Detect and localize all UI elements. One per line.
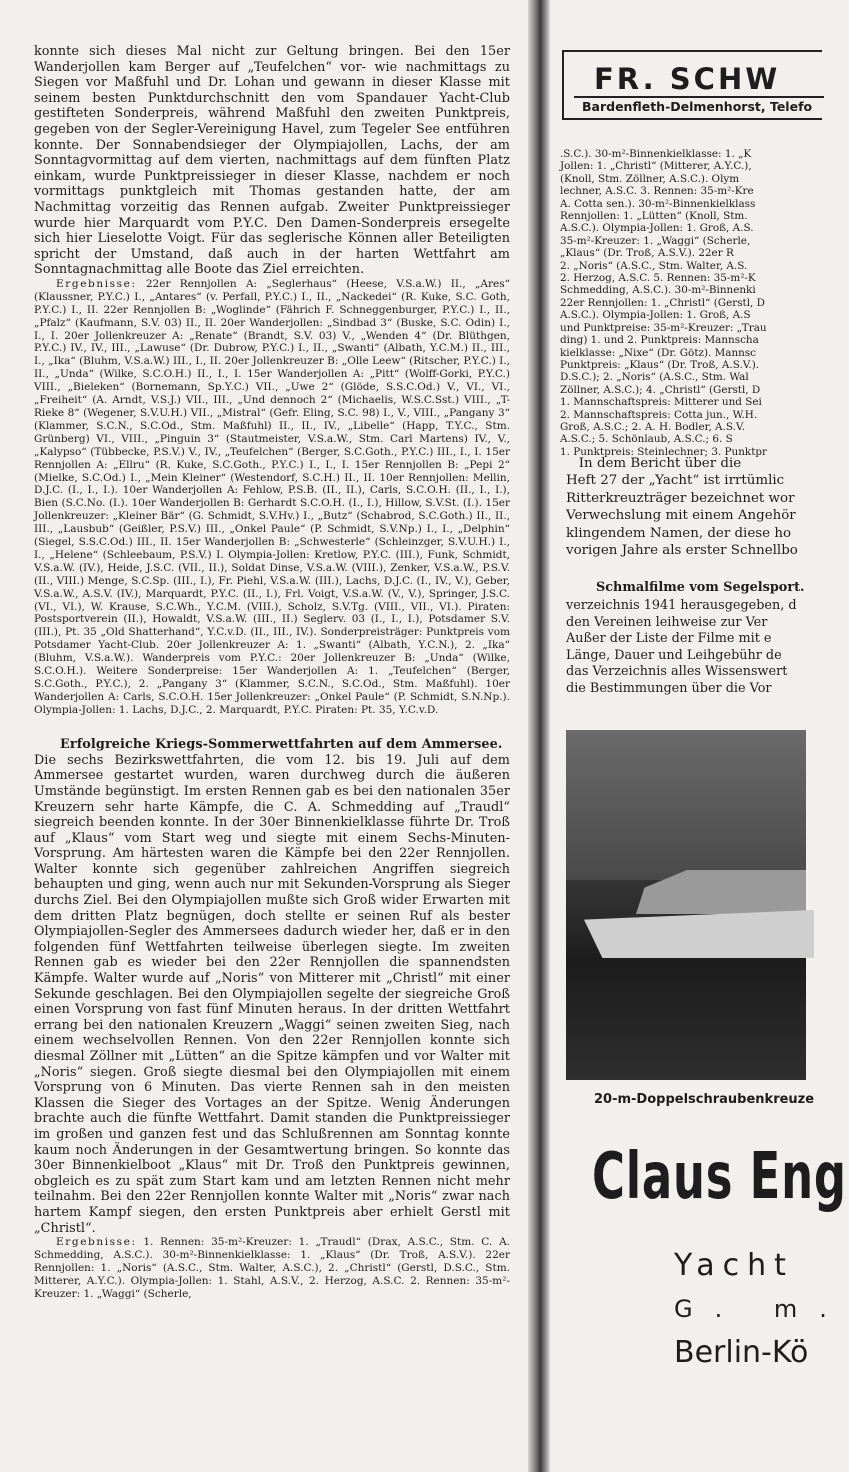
advertisement-box [562,50,822,120]
results-text-2: 1. Rennen: 35-m²-Kreuzer: 1. „Traudl“ (Drax, A.S.C., Stm. C. A. Schmedding, A.S.C.). 30-m²-Binnenkielklasse: 1. „Klaus“ (Dr. Troß, A.S.V.). 22er Rennjollen: 1. „Noris“ (A.S.C., Stm. Walter, A.S.C.), 2. „Christl“ (Gerstl, D.S.C., Stm. Mitterer, A.Y.C.). Olympia-Jollen: 1. Stahl, A.S.V., 2. Herzog, A.S.C. 2. Rennen: 35-m²-Kreuzer: 1. „Waggi“ (Scherle, [34,1236,510,1300]
article-heading-ammersee: Erfolgreiche Kriegs-Sommerwettfahrten auf dem Ammersee. [60,736,503,752]
results-continued: .S.C.). 30-m²-Binnenkielklasse: 1. „K Jollen: 1. „Christl“ (Mitterer, A.Y.C.), (Knoll, Stm. Zöllner, A.S.C.). Olym lechner, A.S.C. 3. Rennen: 35-m²-Kre A. Cotta sen.). 30-m²-Binnenkielklass Rennjollen: 1. „Lütten“ (Knoll, Stm. A.S.C.). Olympia-Jollen: 1. Groß, A.S. 35-m²-Kreuzer: 1. „Waggi“ (Scherle, „Klaus“ (Dr. Troß, A.S.V.). 22er R 2. „Noris“ (A.S.C., Stm. Walter, A.S. 2. Herzog, A.S.C. 5. Rennen: 35-m²-K Schmedding, A.S.C.). 30-m²-Binnenki 22er Rennjollen: 1. „Christl“ (Gerstl, D A.S.C.). Olympia-Jollen: 1. Groß, A.S und Punktpreise: 35-m²-Kreuzer: „Trau ding) 1. und 2. Punktpreis: Mannscha kielklasse: „Nixe“ (Dr. Götz). Mannsc Punktpreis: „Klaus“ (Dr. Troß, A.S.V.). D.S.C.); 2. „Noris“ (A.S.C., Stm. Wal Zöllner, A.S.C.); 4. „Christl“ (Gerstl, D 1. Mannschaftspreis: Mitterer und Sei 2. Mannschaftspreis: Cotta jun., W.H. Groß, A.S.C.; 2. A. H. Bodler, A.S.V. A.S.C.; 5. Schönlaub, A.S.C.; 6. S 1. Punktpreis: Steinlechner; 3. Punktpr [560,148,768,458]
results-label-1: Ergebnisse: [56,277,137,290]
ad-subtitle: Bardenfleth-Delmenhorst, Telefo [582,99,813,114]
ad-yacht-word: Yacht [674,1248,794,1283]
ad-city: Berlin-Kö [674,1335,809,1370]
results-label-2: Ergebnisse: [56,1236,137,1249]
boat-photo [566,730,806,1080]
results-block-2 [34,1236,510,1301]
ad-divider [574,96,824,98]
schmalfilme-heading: Schmalfilme vom Segelsport. [596,580,805,595]
article-paragraph-2: Die sechs Bezirkswettfahrten, die vom 12. bis 19. Juli auf dem Ammersee gestartet wurden, waren durchweg durch die äußeren Umstände begünstigt. Im ersten Rennen gab es bei den nationalen 35er Kreuzern sehr harte Kämpfe, die C. A. Schmedding auf „Traudl“ siegreich beenden konnte. In der 30er Binnenkielklasse führte Dr. Troß auf „Klaus“ vom Start weg und siegte mit einem Sechs-Minuten-Vorsprung. Am härtesten waren die Kämpfe bei den 22er Rennjollen. Walter konnte sich gegenüber zahlreichen Angriffen siegreich behaupten und ging, wenn auch nur mit Sekunden-Vorsprung als Sieger durchs Ziel. Bei den Olympiajollen mußte sich Groß wider Erwarten mit dem dritten Platz begnügen, doch stellte er seinen Ruf als bester Olympiajollen-Segler des Ammersees dadurch wieder her, daß er in den folgenden fünf Wettfahrten teilweise überlegen siegte. Im zweiten Rennen gab es wieder bei den 22er Rennjollen die spannendsten Kämpfe. Walter wurde auf „Noris“ von Mitterer mit „Christl“ mit einer Sekunde geschlagen. Bei den Olympiajollen segelte der siegreiche Groß einen Vorsprung von fast fünf Minuten heraus. In der dritten Wettfahrt errang bei den nationalen Kreuzern „Waggi“ seinen zweiten Sieg, nach einem wechselvollen Rennen. Von den 22er Rennjollen konnte sich diesmal Zöllner mit „Lütten“ an die Spitze kämpfen und vor Walter mit „Noris“ siegen. Groß siegte diesmal bei den Olympiajollen mit einem Vorsprung von 6 Minuten. Das vierte Rennen sah in den meisten Klassen die Sieger des Vortages an der Spitze. Wenig Änderungen brachte auch die fünfte Wettfahrt. Damit standen die Punktpreissieger im großen und ganzen fest und das Schlußrennen am Sonntag konnte kaum noch Änderungen in der Gesamtwertung bringen. So konnte das 30er Binnenkielboot „Klaus“ mit Dr. Troß den Punktpreis gewinnen, obgleich es zu spät zum Start kam und am letzten Rennen nicht mehr teilnahm. Bei den 22er Rennjollen konnte Walter mit „Noris“ zwar nach hartem Kampf siegen, den ersten Punktpreis aber erhielt Gerstl mit „Christl“. [34,752,510,1236]
left-column [34,44,510,1464]
results-block-1 [34,278,510,717]
ad-company-name: Claus Eng [592,1140,847,1214]
right-column [556,0,849,1472]
photo-water [566,960,806,1080]
article-paragraph-1: konnte sich dieses Mal nicht zur Geltung bringen. Bei den 15er Wanderjollen kam Berger auf „Teufelchen“ vor- wie nachmittags zu Siegen vor Maßfuhl und Dr. Lohan und gewann in dieser Klasse mit seinem besten Punktdurchschnitt den vom Spandauer Yacht-Club gestifteten Sonderpreis, während Maßfuhl den zweiten Punktpreis, gegeben von der Segler-Vereinigung Havel, zum Tegeler See entführen konnte. Der Sonnabendsieger der Olympiajollen, Lachs, der am Sonntagvormittag auf dem vierten, nachmittags auf dem fünften Platz einkam, wurde Punktpreissieger in dieser Klasse, nachdem er noch vormittags punktgleich mit Thomas gestanden hatte, der am Nachmittag vorzeitig das Rennen aufgab. Zweiter Punktpreissieger wurde hier Marquardt vom P.Y.C. Den Damen-Sonderpreis ersegelte sich hier Lieselotte Voigt. Für das seglerische Können aller Beteiligten spricht der Umstand, daß auch in der harten Wettfahrt am Sonntagnachmittag alle Boote das Ziel erreichten. [34,44,510,278]
photo-boat-hull [584,910,814,958]
results-text-1: 22er Rennjollen A: „Seglerhaus“ (Heese, V.S.a.W.) II., „Ares“ (Klaussner, P.Y.C.) I., „Antares“ (v. Perfall, P.Y.C.) I., II., „Nackedei“ (R. Kuke, S.C. Goth, P.Y.C.) I., II. 22er Rennjollen B: „Woglinde“ (Fährich F. Schneggenburger, P.Y.C.) I., II., „Pfalz“ (Kaufmann, S.V. 03) II., II. 20er Wanderjollen: „Sindbad 3“ (Buske, S.C. Odin) I., I., I. 20er Jollenkreuzer A: „Renate“ (Brandt, S.V. 03) V., „Wenden 4“ (Dr. Blüthgen, P.Y.C.) IV., IV., III., „Lawuse“ (Dr. Dubrow, P.Y.C.) I., II., „Swanti“ (Albath, Y.C.M.) II., III., I., „Ika“ (Bluhm, V.S.a.W.) III., I., II. 20er Jollenkreuzer B: „Olle Leew“ (Ritscher, P.Y.C.) I., II., „Unda“ (Wilke, S.C.O.H.) II., I., I. 15er Wanderjollen A: „Pitt“ (Wolff-Gorki, P.Y.C.) VIII., „Bieleken“ (Bornemann, Sp.Y.C.) VII., „Uwe 2“ (Glöde, S.S.C.Od.) V., VI., VI., „Freiheit“ (A. Arndt, V.S.J.) VII., III., „Und dennoch 2“ (Michaelis, W.S.C.Sst.) VIII., „T-Rieke 8“ (Wegener, S.V.U.H.) VII., „Mistral“ (Gefr. Eling, S.C. 98) I., V., VIII., „Pangany 3“ (Klammer, S.C.N., S.C.Od., Stm. Maßfuhl) II., II., IV., „Libelle“ (Happ, T.Y.C., Stm. Grünberg) VI., VIII., „Pinguin 3“ (Stautmeister, V.S.a.W., Stm. Carl Martens) IV., V., „Kalypso“ (Tübbecke, P.S.V.) V., IV., „Teufelchen“ (Berger, S.C.Goth., P.Y.C.) III., I., I. 15er Rennjollen A: „Ellru“ (R. Kuke, S.C.Goth., P.Y.C.) I., I., I. 15er Rennjollen B: „Pepi 2“ (Mielke, S.C.Od.) I., „Mein Kleiner“ (Westendorf, S.C.H.) II., II. 10er Rennjollen: Mellin, D.J.C. (I., I., I.). 10er Wanderjollen A: Fehlow, P.S.B. (II., II.), Carls, S.C.O.H. (II., I., I.), Bien (S.C.No. (I.). 10er Wanderjollen B: Gerhardt S.C.O.H. (I., I.), Hillow, S.V.St. (I.). 15er Jollenkreuzer: „Kleiner Bär“ (G. Schmidt, S.V.Hv.) I., „Butz“ (Schabrod, S.C.Goth.) II., II., III., „Lausbub“ (Geißler, P.S.V.) III., „Onkel Paule“ (P. Schmidt, S.V.Np.) I., I., „Delphin“ (Siegel, S.S.C.Od.) III., II. 15er Wanderjollen B: „Schwesterle“ (Schleinzger, S.V.U.H.) I., I., „Helene“ (Schleebaum, P.S.V.) I. Olympia-Jollen: Kretlow, P.Y.C. (III.), Funk, Schmidt, V.S.a.W. (IV.), Heide, J.S.C. (VII., II.), Soldat Dinse, V.S.a.W. (VIII.), Zenker, V.S.a.W., P.S.V. (II., VIII.) Menge, S.C.Sp. (III., I.), Fr. Piehl, V.S.a.W. (III.), Lachs, D.J.C. (I., IV., V.), Geber, V.S.a.W., A.S.V. (IV.), Marquardt, P.Y.C. (II., I.), Frl. Voigt, V.S.a.W. (V., V.), Springer, J.S.C. (VI., VI.), W. Krause, S.C.Wh., Y.C.M. (VIII.), Scholz, S.V.Tg. (VIII., VII., VI.). Piraten: Postsportverein (II.), Howaldt, V.S.a.W. (III., II.) Seglerv. 03 (I., I., I.), Potsdamer S.V. (III.), Pt. 35 „Old Shatterhand“, Y.C.v.D. (II., III., IV.). Sonderpreisträger: Punktpreis vom Potsdamer Yacht-Club. 20er Jollenkreuzer A: 1. „Swanti“ (Albath, Y.C.N.), 2. „Ika“ (Bluhm, V.S.a.W.). Wanderpreis vom P.Y.C.: 20er Jollenkreuzer B: „Unda“ (Wilke, S.C.O.H.). Weitere Sonderpreise: 15er Wanderjollen A: 1. „Teufelchen“ (Berger, S.C.Goth., P.Y.C.), 2. „Pangany 3“ (Klammer, S.C.N., S.C.Od., Stm. Maßfuhl). 10er Wanderjollen A: Carls, S.C.O.H. 15er Jollenkreuzer: „Onkel Paule“ (P. Schmidt, S.N.Np.). Olympia-Jollen: 1. Lachs, D.J.C., 2. Marquardt, P.Y.C. Piraten: Pt. 35, Y.C.v.D. [34,277,510,716]
schmalfilme-text: verzeichnis 1941 herausgegeben, d den Vereinen leihweise zur Ver Außer der Liste der Filme mit e Länge, Dauer und Leihgebühr de das Verzeichnis alles Wissenswert die Bestimmungen über die Vor [566,598,797,696]
ad-gmbh: G. m. [674,1295,849,1323]
ad-title: FR. SCHW [594,62,781,96]
correction-note: In dem Bericht über die Heft 27 der „Yacht“ ist irrtümlic Ritterkreuzträger bezeichnet wor Verwechslung mit einem Angehör klingendem Namen, der diese ho vorigen Jahre als erster Schnellbo [566,456,798,559]
photo-caption: 20-m-Doppelschraubenkreuze [594,1092,815,1107]
photo-sky [566,730,806,880]
page-gutter [528,0,550,1472]
